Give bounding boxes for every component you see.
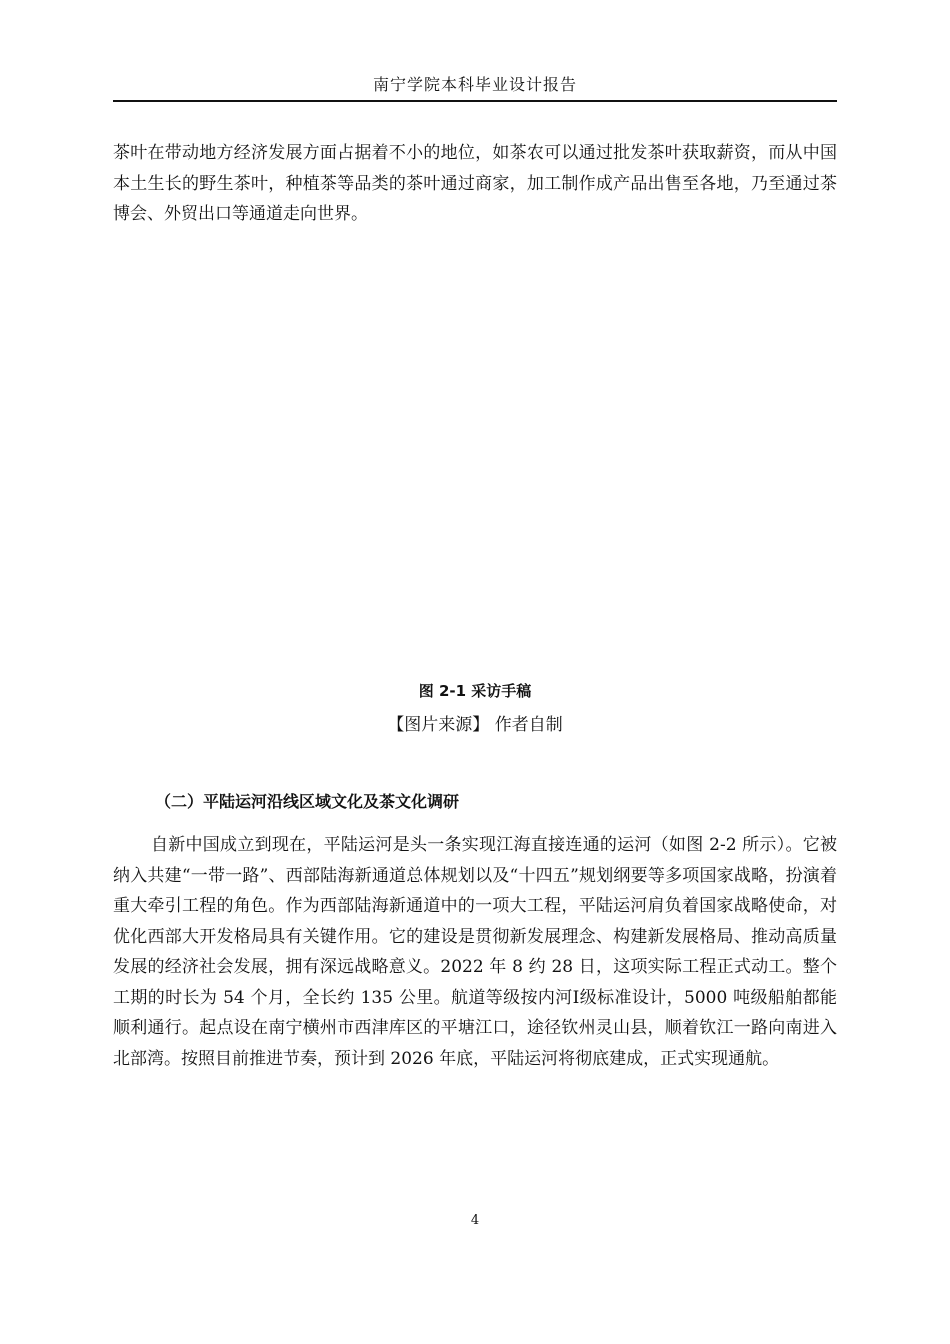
figure-placeholder — [113, 240, 837, 670]
body-paragraph-2: 自新中国成立到现在，平陆运河是头一条实现江海直接连通的运河（如图 2-2 所示）。它被纳入共建“一带一路”、西部陆海新通道总体规划以及“十四五”规划纲要等多项国家战略，扮演着重大牵引工程的角色。作为西部陆海新通道中的一项大工程，平陆运河肩负着国家战略使命，对优化西部大开发格局具有关键作用。它的建设是贯彻新发展理念、构建新发展格局、推动高质量发展的经济社会发展，拥有深远战略意义。2022 年 8 约 28 日，这项实际工程正式动工。整个工期的时长为 54 个月，全长约 135 公里。航道等级按内河Ⅰ级标准设计，5000 吨级船舶都能顺利通行。起点设在南宁横州市西津库区的平塘江口，途径钦州灵山县，顺着钦江一路向南进入北部湾。按照目前推进节奏，预计到 2026 年底，平陆运河将彻底建成，正式实现通航。 — [113, 835, 837, 1069]
page-header: 南宁学院本科毕业设计报告 — [372, 75, 577, 94]
header-rule — [113, 100, 837, 102]
figure-caption: 图 2-1 采访手稿 — [418, 682, 532, 700]
body-paragraph-1: 茶叶在带动地方经济发展方面占据着不小的地位，如茶农可以通过批发茶叶获取薪资，而从中国本土生长的野生茶叶，种植茶等品类的茶叶通过商家，加工制作成产品出售至各地，乃至通过茶博会、外贸出口等通道走向世界。 — [113, 143, 837, 224]
section-heading: （二）平陆运河沿线区域文化及茶文化调研 — [155, 792, 460, 811]
page-number: 4 — [470, 1213, 480, 1228]
figure-source: 【图片来源】 作者自制 — [387, 715, 563, 735]
